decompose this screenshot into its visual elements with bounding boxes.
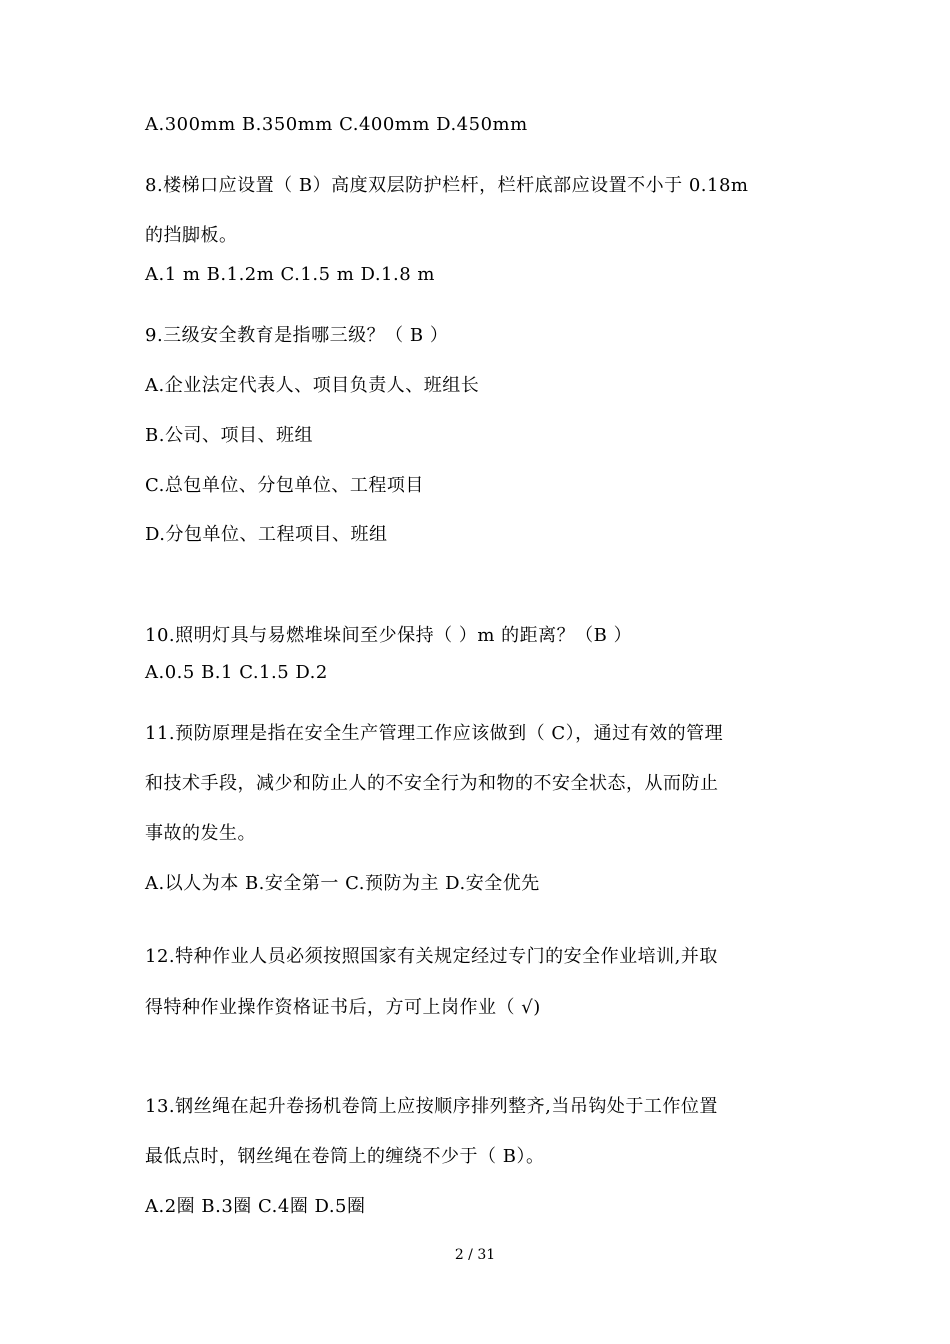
text-line: 和技术手段，减少和防止人的不安全行为和物的不安全状态，从而防止 [145,773,719,794]
text-line: 事故的发生。 [145,823,256,844]
text-line: 最低点时，钢丝绳在卷筒上的缠绕不少于（ B）。 [145,1146,545,1167]
text-line: 8.楼梯口应设置（ B）高度双层防护栏杆，栏杆底部应设置不小于 0.18m [145,175,749,196]
text-line: A.0.5 B.1 C.1.5 D.2 [145,662,328,683]
text-line: A.2圈 B.3圈 C.4圈 D.5圈 [145,1196,366,1217]
text-line: A.企业法定代表人、项目负责人、班组长 [145,375,480,396]
text-line: 13.钢丝绳在起升卷扬机卷筒上应按顺序排列整齐,当吊钩处于工作位置 [145,1096,718,1117]
text-line: 12.特种作业人员必须按照国家有关规定经过专门的安全作业培训,并取 [145,946,718,967]
text-line: 10.照明灯具与易燃堆垛间至少保持（ ）m 的距离？（B ） [145,625,633,646]
text-line: A.300mm B.350mm C.400mm D.450mm [145,114,528,135]
text-line: 11.预防原理是指在安全生产管理工作应该做到（ C），通过有效的管理 [145,723,724,744]
text-line: D.分包单位、工程项目、班组 [145,524,388,545]
page-number: 2 / 31 [454,1247,496,1263]
text-line: B.公司、项目、班组 [145,425,313,446]
text-line: 的挡脚板。 [145,225,238,246]
text-line: 9.三级安全教育是指哪三级？（ B ） [145,325,449,346]
text-line: 得特种作业操作资格证书后，方可上岗作业（ √) [145,997,541,1018]
text-line: A.以人为本 B.安全第一 C.预防为主 D.安全优先 [145,873,540,894]
text-line: C.总包单位、分包单位、工程项目 [145,475,424,496]
text-line: A.1 m B.1.2m C.1.5 m D.1.8 m [145,264,435,285]
